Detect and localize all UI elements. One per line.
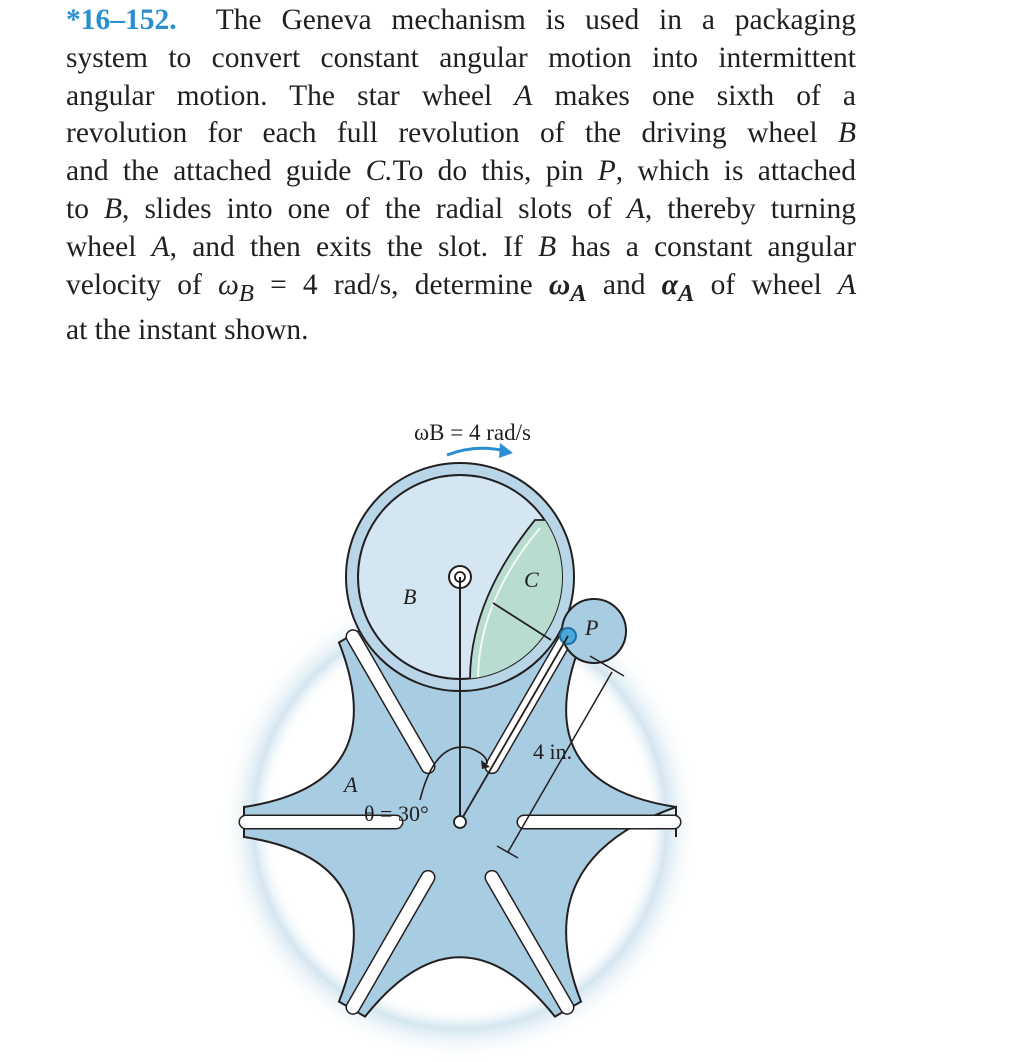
label-distance: 4 in. xyxy=(533,739,573,764)
problem-line-8: velocity of $\omega_B = 4$ rad/s, determine $\omega_A$ and $\alpha_A$ of wheel A xyxy=(66,268,857,307)
label-theta: θ = 30° xyxy=(364,801,429,826)
omega-a-symbol: $\omega_A$ xyxy=(548,268,587,307)
omega-b-symbol: $\omega_B$ xyxy=(218,268,254,307)
omega-arrow-curve xyxy=(447,448,505,455)
problem-line-4: revolution for each full revolution of the driving wheel B xyxy=(66,117,856,150)
label-p: P xyxy=(585,615,599,640)
problem-line-2: system to convert constant angular motion into intermittent xyxy=(66,41,856,74)
problem-number: *16–152. xyxy=(66,4,177,36)
omega-arrow-head xyxy=(499,443,513,458)
alpha-a-symbol: $\alpha_A$ xyxy=(661,268,695,307)
wheel-a-axle xyxy=(454,816,466,828)
omega-b-label: ωB = 4 rad/s xyxy=(414,420,531,445)
problem-line-7: wheel A, and then exits the slot. If B has a constant angular xyxy=(66,230,857,263)
problem-line-1: *16–152. The Geneva mechanism is used in a packaging xyxy=(66,4,856,36)
label-b: B xyxy=(403,584,417,609)
problem-line-9: at the instant shown. xyxy=(66,314,309,347)
problem-line-3: angular motion. The star wheel A makes one sixth of a xyxy=(66,79,857,112)
problem-line-5: and the attached guide C.To do this, pin P, which is attached xyxy=(66,155,857,188)
label-a: A xyxy=(344,772,358,797)
label-c: C xyxy=(524,567,539,592)
problem-line-6: to B, slides into one of the radial slots of A, thereby turning xyxy=(66,192,857,225)
